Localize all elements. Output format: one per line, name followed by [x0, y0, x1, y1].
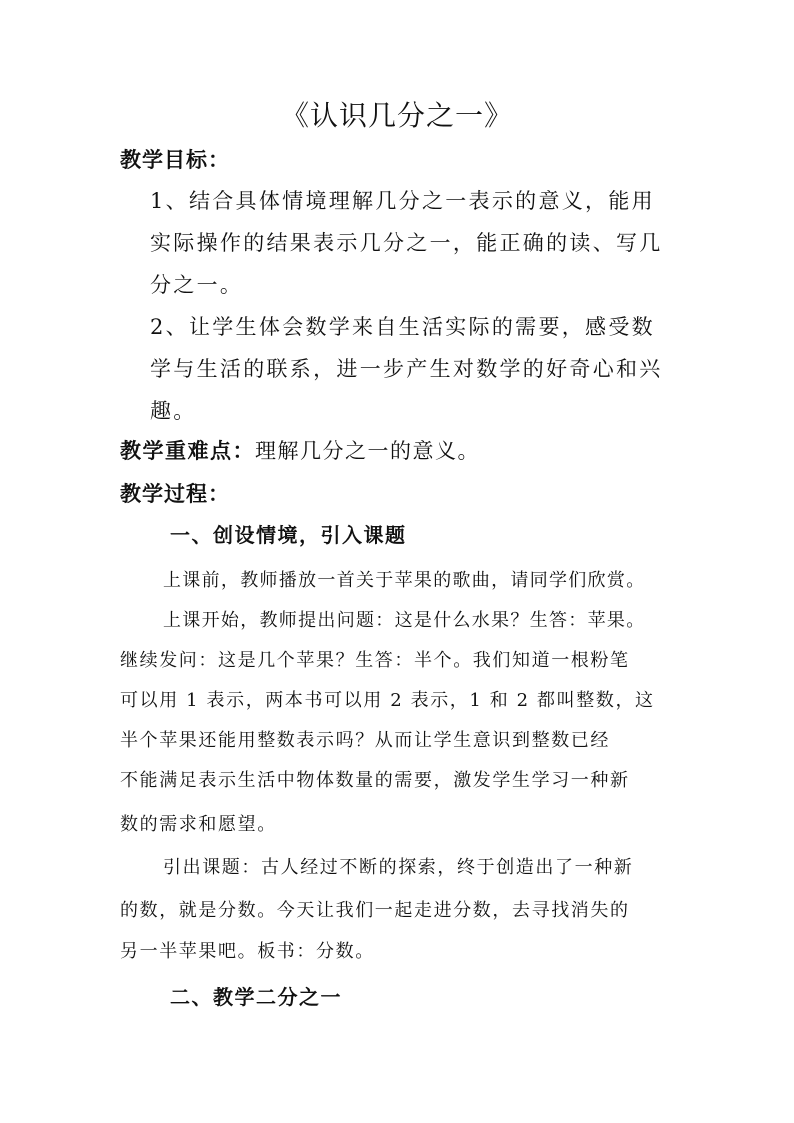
section-1-para-1: 上课前，教师播放一首关于苹果的歌曲，请同学们欣赏。 — [163, 570, 646, 591]
section-1-para-2-line-4: 半个苹果还能用整数表示吗？从而让学生意识到整数已经 — [120, 730, 610, 751]
objective-2-line-3: 趣。 — [150, 399, 197, 423]
process-heading: 教学过程： — [120, 481, 230, 506]
section-1-para-2-line-6: 数的需求和愿望。 — [120, 814, 277, 835]
key-points-text: 理解几分之一的意义。 — [255, 439, 480, 463]
section-1-para-3-line-1: 引出课题：古人经过不断的探索，终于创造出了一种新 — [163, 857, 634, 878]
section-1-para-2-line-3: 可以用 1 表示，两本书可以用 2 表示，1 和 2 都叫整数，这 — [120, 690, 655, 711]
objective-1-line-2: 实际操作的结果表示几分之一，能正确的读、写几 — [150, 231, 663, 255]
section-1-para-2-line-1: 上课开始，教师提出问题：这是什么水果？生答：苹果。 — [163, 610, 646, 631]
section-1-para-2-line-2: 继续发问：这是几个苹果？生答：半个。我们知道一根粉笔 — [120, 650, 630, 671]
section-2-title: 二、教学二分之一 — [170, 985, 342, 1009]
objective-1-line-3: 分之一。 — [150, 273, 244, 297]
key-points-label: 教学重难点： — [120, 438, 255, 463]
section-1-para-3-line-2: 的数，就是分数。今天让我们一起走进分数，去寻找消失的 — [120, 900, 630, 921]
objectives-heading: 教学目标： — [120, 147, 230, 172]
section-1-title: 一、创设情境，引入课题 — [170, 523, 407, 547]
section-1-para-2-line-5: 不能满足表示生活中物体数量的需要，激发学生学习一种新 — [120, 770, 630, 791]
section-1-para-3-line-3: 另一半苹果吧。板书：分数。 — [120, 941, 375, 962]
objective-2-line-2: 学与生活的联系，进一步产生对数学的好奇心和兴 — [150, 357, 663, 381]
objective-2-line-1: 2、让学生体会数学来自生活实际的需要，感受数 — [150, 315, 655, 339]
key-points — [120, 437, 480, 465]
document-title: 《认识几分之一》 — [280, 99, 513, 132]
objective-1-line-1: 1、结合具体情境理解几分之一表示的意义，能用 — [150, 189, 655, 213]
